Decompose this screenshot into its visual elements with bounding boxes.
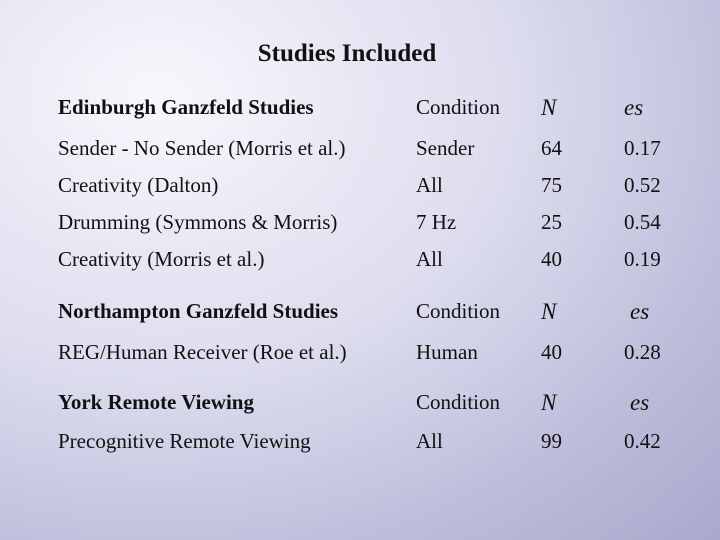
es-value: 0.52 xyxy=(624,173,661,197)
study-name: REG/Human Receiver (Roe et al.) xyxy=(58,340,347,364)
condition-value: All xyxy=(416,247,443,271)
condition-header: Condition xyxy=(416,390,501,414)
n-value: 40 xyxy=(541,340,562,364)
condition-value: All xyxy=(416,429,443,453)
condition-value: 7 Hz xyxy=(416,210,457,234)
study-name: Drumming (Symmons & Morris) xyxy=(58,210,338,234)
n-header: N xyxy=(541,95,557,120)
study-name: Precognitive Remote Viewing xyxy=(58,429,311,453)
study-name: Sender - No Sender (Morris et al.) xyxy=(58,136,346,160)
es-header: es xyxy=(630,299,650,324)
n-value: 40 xyxy=(541,247,562,271)
n-header: N xyxy=(541,299,557,324)
n-header: N xyxy=(541,390,557,415)
table-row xyxy=(0,247,720,277)
condition-value: Sender xyxy=(416,136,475,160)
es-value: 0.17 xyxy=(624,136,661,160)
study-name: Creativity (Morris et al.) xyxy=(58,247,265,271)
condition-value: All xyxy=(416,173,443,197)
es-value: 0.28 xyxy=(624,340,661,364)
condition-header: Condition xyxy=(416,95,501,119)
n-value: 99 xyxy=(541,429,562,453)
n-value: 64 xyxy=(541,136,562,160)
section-header-york xyxy=(0,390,720,420)
es-value: 0.19 xyxy=(624,247,661,271)
section-title: Northampton Ganzfeld Studies xyxy=(58,299,339,323)
section-header-edinburgh xyxy=(0,95,720,125)
slide-title: Studies Included xyxy=(257,40,437,67)
condition-header: Condition xyxy=(416,299,501,323)
section-title: York Remote Viewing xyxy=(58,390,254,414)
section-header-northampton xyxy=(0,299,720,329)
n-value: 25 xyxy=(541,210,562,234)
condition-value: Human xyxy=(416,340,478,364)
study-name: Creativity (Dalton) xyxy=(58,173,219,197)
table-row xyxy=(0,173,720,203)
es-header: es xyxy=(630,390,650,415)
table-row xyxy=(0,136,720,166)
n-value: 75 xyxy=(541,173,562,197)
es-value: 0.42 xyxy=(624,429,661,453)
table-row xyxy=(0,210,720,240)
es-header: es xyxy=(624,95,644,120)
table-row xyxy=(0,340,720,370)
section-title: Edinburgh Ganzfeld Studies xyxy=(58,95,314,119)
table-row xyxy=(0,429,720,459)
es-value: 0.54 xyxy=(624,210,661,234)
